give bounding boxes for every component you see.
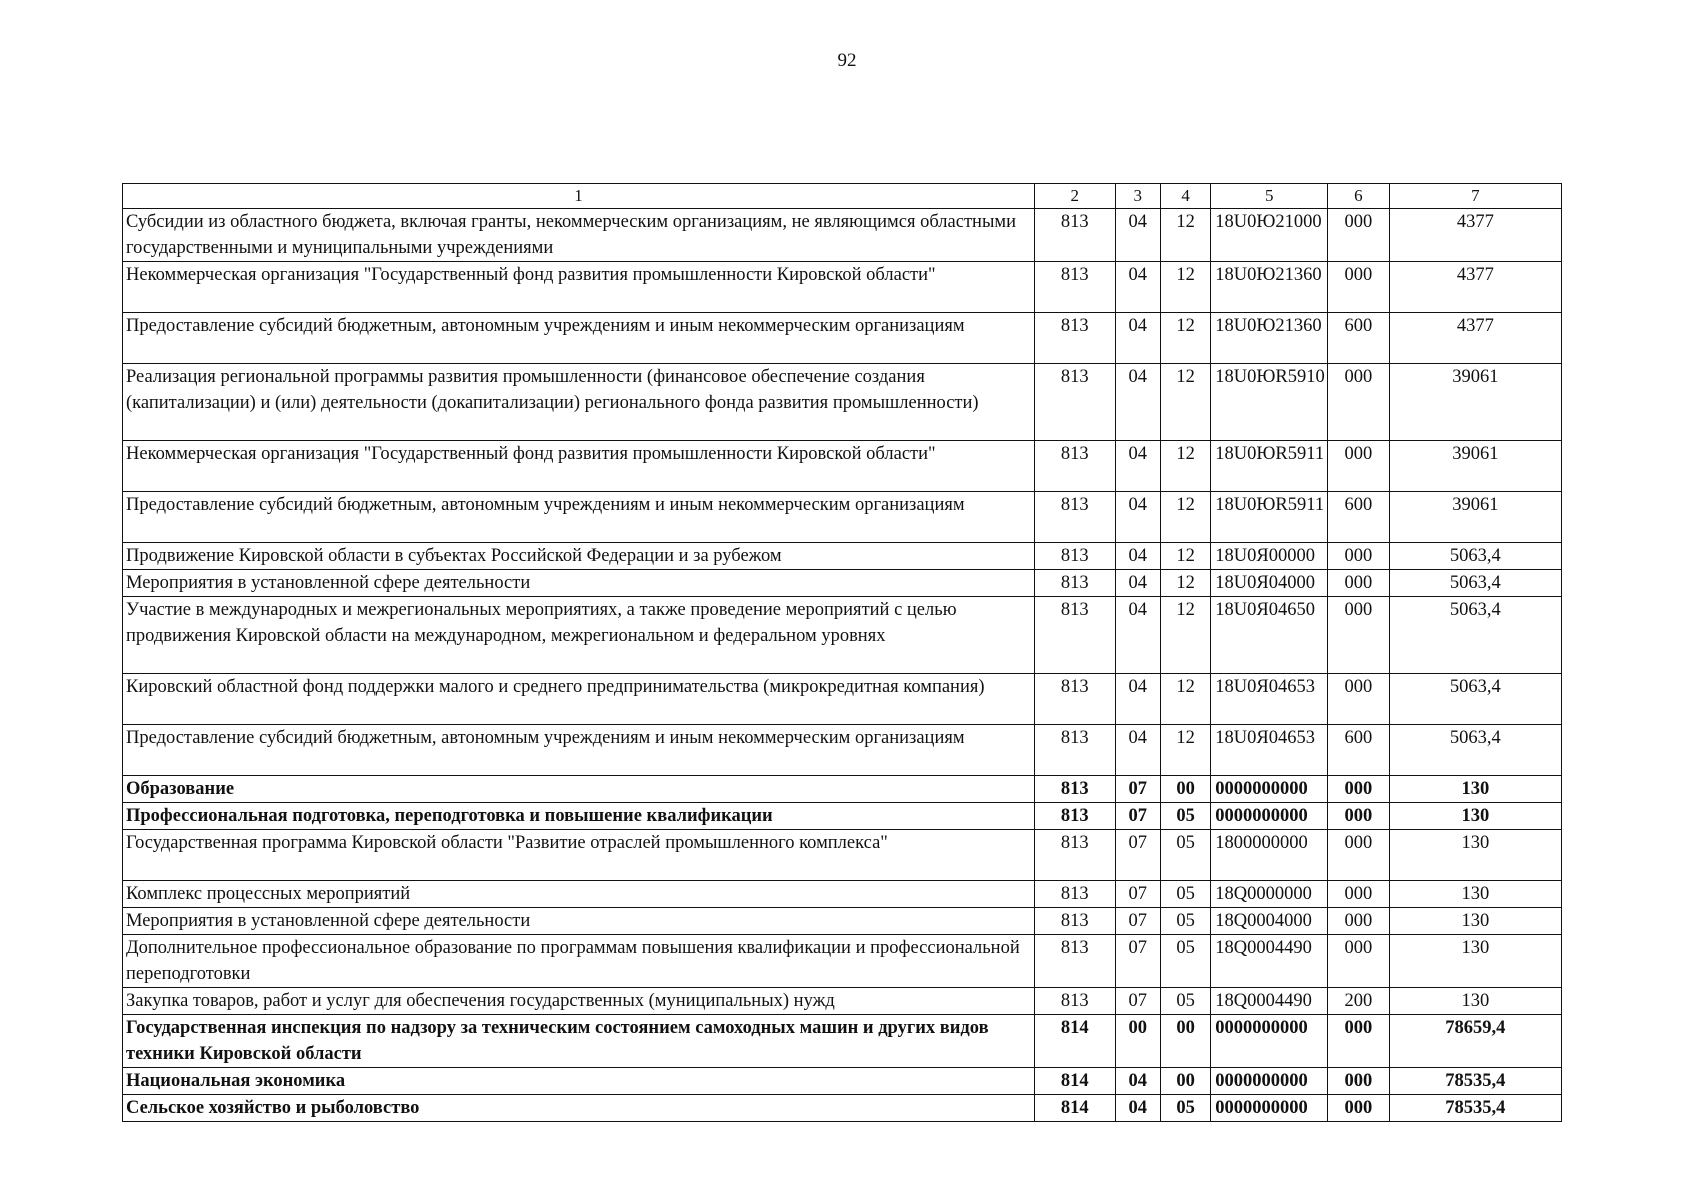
row-name-cell: Дополнительное профессиональное образование по программам повышения квалификации и профессиональной переподготовки <box>123 935 1035 988</box>
row-name-cell: Национальная экономика <box>123 1068 1035 1095</box>
table-row <box>123 725 1562 776</box>
section-code-cell: 04 <box>1115 492 1160 543</box>
target-article-cell: 18Q0004490 <box>1211 988 1328 1015</box>
target-article-cell: 18U0ЮR5910 <box>1211 364 1328 441</box>
table-row <box>123 881 1562 908</box>
expense-type-cell: 600 <box>1328 313 1389 364</box>
expense-type-cell: 600 <box>1328 725 1389 776</box>
target-article-cell: 18Q0004000 <box>1211 908 1328 935</box>
expense-type-cell: 000 <box>1328 881 1389 908</box>
ved-code-cell: 813 <box>1034 543 1115 570</box>
table-row <box>123 209 1562 262</box>
section-code-cell: 04 <box>1115 209 1160 262</box>
section-code-cell: 07 <box>1115 935 1160 988</box>
target-article-cell: 18U0ЮR5911 <box>1211 492 1328 543</box>
amount-cell: 130 <box>1389 803 1561 830</box>
subsection-code-cell: 05 <box>1160 908 1210 935</box>
section-code-cell: 04 <box>1115 570 1160 597</box>
subsection-code-cell: 12 <box>1160 441 1210 492</box>
ved-code-cell: 813 <box>1034 313 1115 364</box>
section-code-cell: 04 <box>1115 597 1160 674</box>
section-code-cell: 07 <box>1115 881 1160 908</box>
amount-cell: 5063,4 <box>1389 543 1561 570</box>
table-row <box>123 1068 1562 1095</box>
table-row <box>123 262 1562 313</box>
expense-type-cell: 000 <box>1328 209 1389 262</box>
expense-type-cell: 000 <box>1328 803 1389 830</box>
section-code-cell: 04 <box>1115 674 1160 725</box>
table-row <box>123 492 1562 543</box>
subsection-code-cell: 12 <box>1160 209 1210 262</box>
amount-cell: 5063,4 <box>1389 674 1561 725</box>
amount-cell: 5063,4 <box>1389 597 1561 674</box>
target-article-cell: 18Q0000000 <box>1211 881 1328 908</box>
table-row <box>123 988 1562 1015</box>
ved-code-cell: 813 <box>1034 830 1115 881</box>
row-name-cell: Субсидии из областного бюджета, включая гранты, некоммерческим организациям, не являющимся областными государственными и муниципальными учреждениями <box>123 209 1035 262</box>
expense-type-cell: 000 <box>1328 570 1389 597</box>
section-code-cell: 04 <box>1115 313 1160 364</box>
ved-code-cell: 813 <box>1034 776 1115 803</box>
row-name-cell: Сельское хозяйство и рыболовство <box>123 1095 1035 1122</box>
section-code-cell: 07 <box>1115 908 1160 935</box>
ved-code-cell: 813 <box>1034 570 1115 597</box>
table-row <box>123 776 1562 803</box>
section-code-cell: 07 <box>1115 776 1160 803</box>
header-cell-csr: 5 <box>1211 184 1328 209</box>
target-article-cell: 18U0ЮR5911 <box>1211 441 1328 492</box>
target-article-cell: 0000000000 <box>1211 803 1328 830</box>
ved-code-cell: 813 <box>1034 674 1115 725</box>
row-name-cell: Предоставление субсидий бюджетным, автономным учреждениям и иным некоммерческим организациям <box>123 313 1035 364</box>
row-name-cell: Кировский областной фонд поддержки малого и среднего предпринимательства (микрокредитная компания) <box>123 674 1035 725</box>
section-code-cell: 04 <box>1115 1095 1160 1122</box>
header-cell-vr: 6 <box>1328 184 1389 209</box>
amount-cell: 130 <box>1389 908 1561 935</box>
table-row <box>123 364 1562 441</box>
ved-code-cell: 813 <box>1034 803 1115 830</box>
subsection-code-cell: 12 <box>1160 725 1210 776</box>
expense-type-cell: 000 <box>1328 364 1389 441</box>
target-article-cell: 18U0Ю21000 <box>1211 209 1328 262</box>
amount-cell: 4377 <box>1389 313 1561 364</box>
expense-type-cell: 600 <box>1328 492 1389 543</box>
header-cell-rz: 3 <box>1115 184 1160 209</box>
subsection-code-cell: 12 <box>1160 492 1210 543</box>
ved-code-cell: 814 <box>1034 1095 1115 1122</box>
section-code-cell: 04 <box>1115 262 1160 313</box>
budget-table <box>122 183 1562 1122</box>
subsection-code-cell: 12 <box>1160 674 1210 725</box>
table-row <box>123 543 1562 570</box>
table-row <box>123 830 1562 881</box>
header-cell-name: 1 <box>123 184 1035 209</box>
table-row <box>123 570 1562 597</box>
expense-type-cell: 000 <box>1328 1068 1389 1095</box>
table-row <box>123 1095 1562 1122</box>
target-article-cell: 18U0Я04650 <box>1211 597 1328 674</box>
expense-type-cell: 000 <box>1328 597 1389 674</box>
row-name-cell: Некоммерческая организация "Государственный фонд развития промышленности Кировской области" <box>123 441 1035 492</box>
row-name-cell: Государственная программа Кировской области "Развитие отраслей промышленного комплекса" <box>123 830 1035 881</box>
table-row <box>123 935 1562 988</box>
row-name-cell: Комплекс процессных мероприятий <box>123 881 1035 908</box>
row-name-cell: Закупка товаров, работ и услуг для обеспечения государственных (муниципальных) нужд <box>123 988 1035 1015</box>
ved-code-cell: 813 <box>1034 262 1115 313</box>
amount-cell: 78535,4 <box>1389 1095 1561 1122</box>
expense-type-cell: 000 <box>1328 935 1389 988</box>
ved-code-cell: 814 <box>1034 1068 1115 1095</box>
table-header-row <box>123 184 1562 209</box>
subsection-code-cell: 05 <box>1160 830 1210 881</box>
amount-cell: 130 <box>1389 988 1561 1015</box>
subsection-code-cell: 05 <box>1160 803 1210 830</box>
ved-code-cell: 813 <box>1034 492 1115 543</box>
amount-cell: 39061 <box>1389 441 1561 492</box>
amount-cell: 130 <box>1389 830 1561 881</box>
table-row <box>123 908 1562 935</box>
subsection-code-cell: 12 <box>1160 364 1210 441</box>
amount-cell: 78659,4 <box>1389 1015 1561 1068</box>
subsection-code-cell: 00 <box>1160 1068 1210 1095</box>
target-article-cell: 18U0Я04000 <box>1211 570 1328 597</box>
amount-cell: 39061 <box>1389 492 1561 543</box>
amount-cell: 4377 <box>1389 262 1561 313</box>
expense-type-cell: 000 <box>1328 441 1389 492</box>
section-code-cell: 04 <box>1115 543 1160 570</box>
ved-code-cell: 813 <box>1034 364 1115 441</box>
ved-code-cell: 813 <box>1034 881 1115 908</box>
row-name-cell: Мероприятия в установленной сфере деятельности <box>123 908 1035 935</box>
section-code-cell: 07 <box>1115 803 1160 830</box>
subsection-code-cell: 05 <box>1160 1095 1210 1122</box>
section-code-cell: 04 <box>1115 1068 1160 1095</box>
ved-code-cell: 814 <box>1034 1015 1115 1068</box>
row-name-cell: Участие в международных и межрегиональных мероприятиях, а также проведение мероприятий с целью продвижения Кировской области на международном, межрегиональном и федеральном уровнях <box>123 597 1035 674</box>
subsection-code-cell: 05 <box>1160 935 1210 988</box>
subsection-code-cell: 12 <box>1160 597 1210 674</box>
subsection-code-cell: 00 <box>1160 1015 1210 1068</box>
target-article-cell: 18U0Ю21360 <box>1211 262 1328 313</box>
subsection-code-cell: 05 <box>1160 881 1210 908</box>
target-article-cell: 0000000000 <box>1211 776 1328 803</box>
target-article-cell: 18U0Я04653 <box>1211 674 1328 725</box>
expense-type-cell: 000 <box>1328 1015 1389 1068</box>
expense-type-cell: 000 <box>1328 830 1389 881</box>
table-row <box>123 1015 1562 1068</box>
target-article-cell: 18U0Я00000 <box>1211 543 1328 570</box>
section-code-cell: 00 <box>1115 1015 1160 1068</box>
expense-type-cell: 200 <box>1328 988 1389 1015</box>
table-row <box>123 313 1562 364</box>
target-article-cell: 0000000000 <box>1211 1015 1328 1068</box>
row-name-cell: Некоммерческая организация "Государственный фонд развития промышленности Кировской области" <box>123 262 1035 313</box>
ved-code-cell: 813 <box>1034 908 1115 935</box>
amount-cell: 5063,4 <box>1389 570 1561 597</box>
amount-cell: 78535,4 <box>1389 1068 1561 1095</box>
target-article-cell: 0000000000 <box>1211 1068 1328 1095</box>
row-name-cell: Предоставление субсидий бюджетным, автономным учреждениям и иным некоммерческим организациям <box>123 492 1035 543</box>
row-name-cell: Продвижение Кировской области в субъектах Российской Федерации и за рубежом <box>123 543 1035 570</box>
section-code-cell: 04 <box>1115 364 1160 441</box>
section-code-cell: 07 <box>1115 830 1160 881</box>
table-row <box>123 441 1562 492</box>
row-name-cell: Образование <box>123 776 1035 803</box>
expense-type-cell: 000 <box>1328 776 1389 803</box>
target-article-cell: 18U0Ю21360 <box>1211 313 1328 364</box>
subsection-code-cell: 12 <box>1160 543 1210 570</box>
header-cell-pr: 4 <box>1160 184 1210 209</box>
header-cell-sum: 7 <box>1389 184 1561 209</box>
row-name-cell: Реализация региональной программы развития промышленности (финансовое обеспечение создания (капитализации) и (или) деятельности (докапитализации) регионального фонда развития промышленности) <box>123 364 1035 441</box>
amount-cell: 5063,4 <box>1389 725 1561 776</box>
header-cell-ved: 2 <box>1034 184 1115 209</box>
target-article-cell: 0000000000 <box>1211 1095 1328 1122</box>
amount-cell: 130 <box>1389 935 1561 988</box>
row-name-cell: Предоставление субсидий бюджетным, автономным учреждениям и иным некоммерческим организациям <box>123 725 1035 776</box>
row-name-cell: Государственная инспекция по надзору за техническим состоянием самоходных машин и других видов техники Кировской области <box>123 1015 1035 1068</box>
expense-type-cell: 000 <box>1328 674 1389 725</box>
subsection-code-cell: 12 <box>1160 262 1210 313</box>
subsection-code-cell: 12 <box>1160 313 1210 364</box>
amount-cell: 4377 <box>1389 209 1561 262</box>
target-article-cell: 1800000000 <box>1211 830 1328 881</box>
ved-code-cell: 813 <box>1034 935 1115 988</box>
subsection-code-cell: 05 <box>1160 988 1210 1015</box>
expense-type-cell: 000 <box>1328 908 1389 935</box>
table-row <box>123 674 1562 725</box>
table-row <box>123 803 1562 830</box>
ved-code-cell: 813 <box>1034 725 1115 776</box>
section-code-cell: 04 <box>1115 725 1160 776</box>
ved-code-cell: 813 <box>1034 441 1115 492</box>
section-code-cell: 04 <box>1115 441 1160 492</box>
amount-cell: 39061 <box>1389 364 1561 441</box>
ved-code-cell: 813 <box>1034 988 1115 1015</box>
section-code-cell: 07 <box>1115 988 1160 1015</box>
row-name-cell: Мероприятия в установленной сфере деятельности <box>123 570 1035 597</box>
expense-type-cell: 000 <box>1328 543 1389 570</box>
subsection-code-cell: 00 <box>1160 776 1210 803</box>
amount-cell: 130 <box>1389 776 1561 803</box>
table-row <box>123 597 1562 674</box>
ved-code-cell: 813 <box>1034 209 1115 262</box>
target-article-cell: 18Q0004490 <box>1211 935 1328 988</box>
subsection-code-cell: 12 <box>1160 570 1210 597</box>
row-name-cell: Профессиональная подготовка, переподготовка и повышение квалификации <box>123 803 1035 830</box>
expense-type-cell: 000 <box>1328 262 1389 313</box>
expense-type-cell: 000 <box>1328 1095 1389 1122</box>
amount-cell: 130 <box>1389 881 1561 908</box>
ved-code-cell: 813 <box>1034 597 1115 674</box>
target-article-cell: 18U0Я04653 <box>1211 725 1328 776</box>
page-number: 92 <box>837 50 857 71</box>
